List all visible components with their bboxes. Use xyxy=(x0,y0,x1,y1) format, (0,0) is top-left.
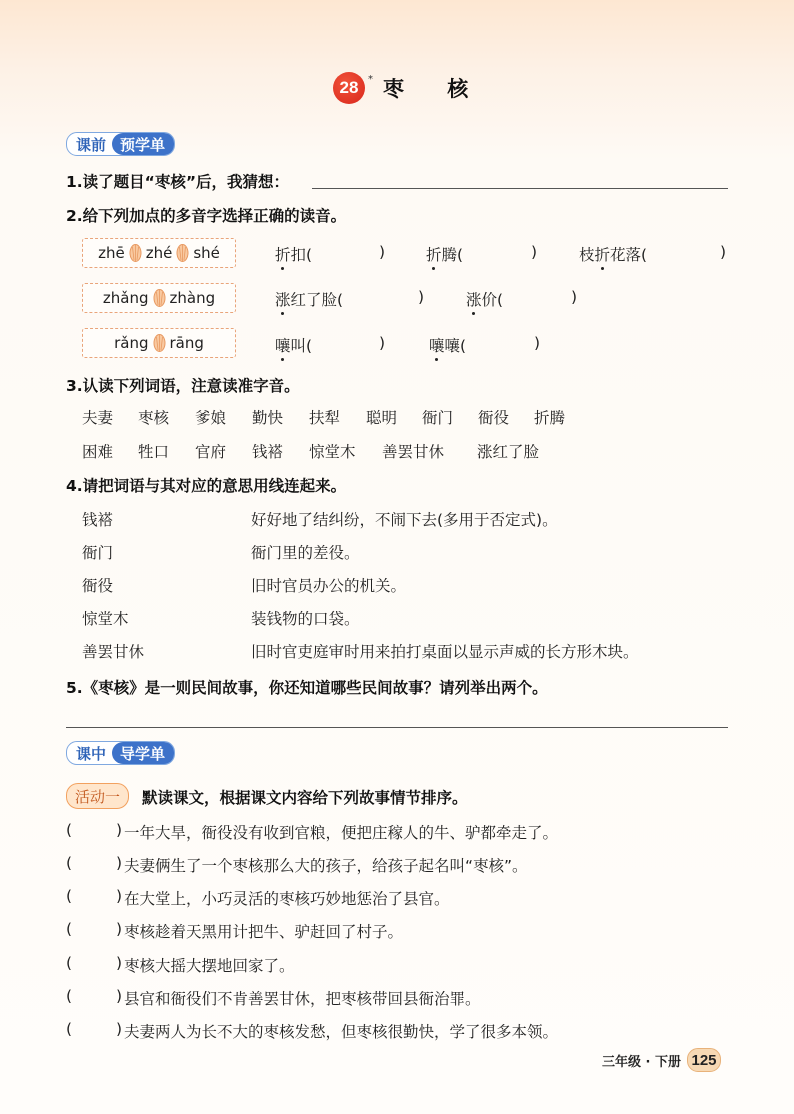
pre-class-tag xyxy=(66,132,175,156)
word: 牲口 xyxy=(138,443,170,461)
item-zhanghonglelian: 涨红了脸( xyxy=(275,291,344,309)
item-zhizhehualuo: 枝折花落( xyxy=(579,246,648,264)
pinyin-box-1 xyxy=(82,238,236,268)
word: 枣核 xyxy=(138,409,170,427)
word: 善罢甘休 xyxy=(382,443,445,461)
word: 折腾 xyxy=(534,409,566,427)
question-4: 4.请把词语与其对应的意思用线连起来。 xyxy=(66,477,347,495)
plot-text: 枣核大摇大摆地回家了。 xyxy=(124,957,295,975)
answer-close-paren[interactable]: ) xyxy=(116,920,123,938)
word: 勤快 xyxy=(252,409,284,427)
match-word[interactable]: 衙役 xyxy=(82,577,114,595)
word-row-2 xyxy=(82,440,742,462)
close-paren: ) xyxy=(379,334,386,352)
answer-open-paren[interactable]: ( xyxy=(66,887,73,905)
answer-open-paren[interactable]: ( xyxy=(66,987,73,1005)
word: 惊堂木 xyxy=(309,443,356,461)
close-paren: ) xyxy=(379,243,386,261)
answer-close-paren[interactable]: ) xyxy=(116,954,123,972)
item-rangjiao: 嚷叫( xyxy=(275,337,313,355)
pinyin-box-3 xyxy=(82,328,236,358)
answer-open-paren[interactable]: ( xyxy=(66,854,73,872)
activity-instruction: 默读课文，根据课文内容给下列故事情节排序。 xyxy=(142,789,468,807)
match-meaning[interactable]: 衙门里的差役。 xyxy=(251,544,360,562)
item-zhangjia: 涨价( xyxy=(466,291,504,309)
plot-text: 夫妻俩生了一个枣核那么大的孩子，给孩子起名叫“枣核”。 xyxy=(124,857,528,875)
match-meaning[interactable]: 旧时官员办公的机关。 xyxy=(251,577,407,595)
question-5: 5.《枣核》是一则民间故事，你还知道哪些民间故事？请列举出两个。 xyxy=(66,679,548,697)
word: 官府 xyxy=(195,443,227,461)
plot-text: 一年大旱，衙役没有收到官粮，便把庄稼人的牛、驴都牵走了。 xyxy=(124,824,559,842)
plot-text: 夫妻两人为长不大的枣核发愁，但枣核很勤快，学了很多本领。 xyxy=(124,1023,559,1041)
in-class-tag-b: 导学单 xyxy=(112,742,174,764)
pinyin-box-2 xyxy=(82,283,236,313)
word: 夫妻 xyxy=(82,409,114,427)
match-word[interactable]: 善罢甘休 xyxy=(82,643,145,661)
question-2: 2.给下列加点的多音字选择正确的读音。 xyxy=(66,207,347,225)
answer-close-paren[interactable]: ) xyxy=(116,987,123,1005)
page-footer xyxy=(602,1048,721,1072)
shell-divider-icon xyxy=(176,243,189,263)
plot-text: 在大堂上，小巧灵活的枣核巧妙地惩治了县官。 xyxy=(124,890,450,908)
close-paren: ) xyxy=(418,288,425,306)
answer-close-paren[interactable]: ) xyxy=(116,854,123,872)
item-rangrang: 嚷嚷( xyxy=(429,337,467,355)
pinyin-option: zhé xyxy=(145,244,173,262)
answer-close-paren[interactable]: ) xyxy=(116,1020,123,1038)
page-title: 枣 核 xyxy=(383,77,487,101)
pinyin-option: zhē xyxy=(98,244,125,262)
shell-divider-icon xyxy=(153,333,166,353)
shell-divider-icon xyxy=(153,288,166,308)
word: 困难 xyxy=(82,443,114,461)
word: 衙役 xyxy=(478,409,510,427)
pinyin-option: zhǎng xyxy=(102,289,149,307)
close-paren: ) xyxy=(720,243,727,261)
answer-open-paren[interactable]: ( xyxy=(66,954,73,972)
answer-open-paren[interactable]: ( xyxy=(66,821,73,839)
word: 钱褡 xyxy=(252,443,284,461)
word: 衙门 xyxy=(422,409,454,427)
question-1: 1.读了题目“枣核”后，我猜想： xyxy=(66,173,290,191)
match-meaning[interactable]: 好好地了结纠纷，不闹下去(多用于否定式)。 xyxy=(251,511,558,529)
answer-line-1[interactable] xyxy=(312,188,728,189)
word-row-1 xyxy=(82,406,742,428)
pre-class-tag-b: 预学单 xyxy=(112,133,174,155)
question-3: 3.认读下列词语，注意读准字音。 xyxy=(66,377,300,395)
close-paren: ) xyxy=(531,243,538,261)
word: 扶犁 xyxy=(309,409,341,427)
plot-list xyxy=(66,821,746,1051)
close-paren: ) xyxy=(534,334,541,352)
plot-text: 枣核趁着天黑用计把牛、驴赶回了村子。 xyxy=(124,923,404,941)
answer-open-paren[interactable]: ( xyxy=(66,1020,73,1038)
grade-label: 三年级 · 下册 xyxy=(602,1054,681,1070)
word: 涨红了脸 xyxy=(477,443,540,461)
in-class-tag-a: 课中 xyxy=(76,744,107,763)
activity-badge: 活动一 xyxy=(66,783,129,809)
plot-text: 县官和衙役们不肯善罢甘休，把枣核带回县衙治罪。 xyxy=(124,990,481,1008)
pinyin-option: rǎng xyxy=(114,334,149,352)
in-class-tag xyxy=(66,741,175,765)
pinyin-option: shé xyxy=(193,244,220,262)
star-mark: * xyxy=(368,74,373,85)
page-number: 125 xyxy=(687,1048,721,1072)
answer-open-paren[interactable]: ( xyxy=(66,920,73,938)
lesson-title xyxy=(333,72,486,104)
close-paren: ) xyxy=(571,288,578,306)
pinyin-option: zhàng xyxy=(169,289,216,307)
lesson-number-badge: 28 xyxy=(333,72,365,104)
answer-close-paren[interactable]: ) xyxy=(116,887,123,905)
answer-close-paren[interactable]: ) xyxy=(116,821,123,839)
match-word[interactable]: 衙门 xyxy=(82,544,114,562)
match-meaning[interactable]: 装钱物的口袋。 xyxy=(251,610,360,628)
match-word[interactable]: 钱褡 xyxy=(82,511,114,529)
item-zheteng: 折腾( xyxy=(426,246,464,264)
word: 聪明 xyxy=(366,409,398,427)
item-zhekou: 折扣( xyxy=(275,246,313,264)
pre-class-tag-a: 课前 xyxy=(76,135,107,154)
match-word[interactable]: 惊堂木 xyxy=(82,610,129,628)
shell-divider-icon xyxy=(129,243,142,263)
pinyin-option: rāng xyxy=(169,334,204,352)
answer-line-5[interactable] xyxy=(66,727,728,728)
word: 爹娘 xyxy=(195,409,227,427)
match-meaning[interactable]: 旧时官吏庭审时用来拍打桌面以显示声威的长方形木块。 xyxy=(251,643,639,661)
